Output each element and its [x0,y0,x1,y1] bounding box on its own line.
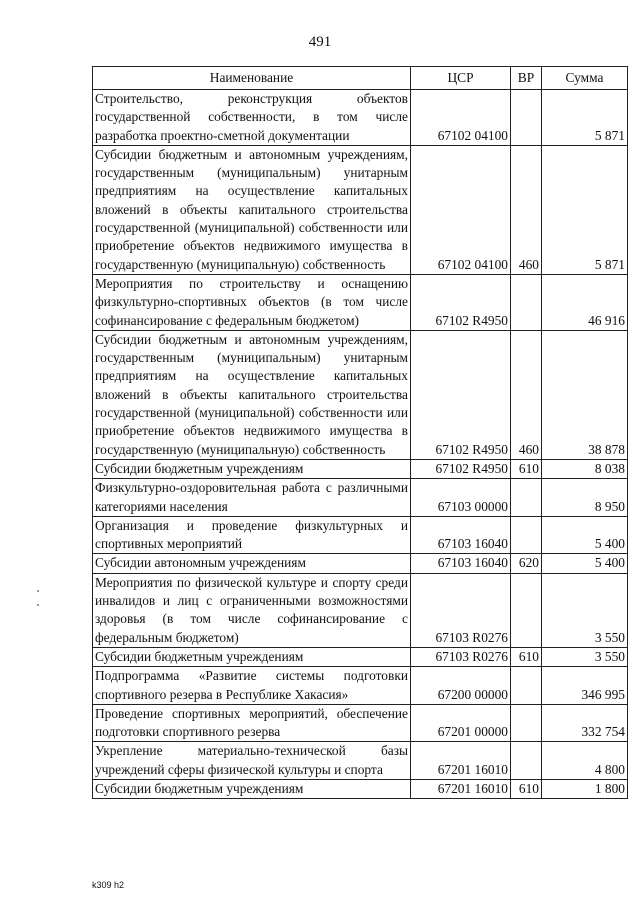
table-row [93,459,628,478]
cell-name: Подпрограмма «Развитие системы подготовки спортивного резерва в Республике Хакасия» [93,667,411,705]
cell-csr: 67200 00000 [411,667,511,705]
cell-sum: 5 871 [542,90,628,146]
cell-sum: 346 995 [542,667,628,705]
cell-name: Укрепление материально-технической базы учреждений сферы физической культуры и спорта [93,742,411,780]
cell-name: Субсидии бюджетным и автономным учреждениям, государственным (муниципальным) унитарным предприятиям на осуществление капитальных вложений в объекты капитального строительства государственной (муниципальной) собственности или приобретение объектов недвижимого имущества в государственную (муниципальную) собственность [93,145,411,274]
cell-name: Субсидии бюджетным учреждениям [93,779,411,798]
cell-vr: 460 [511,330,542,459]
cell-csr: 67102 R4950 [411,274,511,330]
cell-sum: 38 878 [542,330,628,459]
table-row [93,274,628,330]
header-csr: ЦСР [411,67,511,90]
page-number: 491 [308,34,332,50]
cell-name: Мероприятия по физической культуре и спорту среди инвалидов и лиц с ограниченными возможностями здоровья (в том числе софинансирование с федеральным бюджетом) [93,573,411,647]
header-name: Наименование [93,67,411,90]
cell-vr [511,667,542,705]
cell-vr [511,742,542,780]
cell-csr: 67103 R0276 [411,573,511,647]
table-row [93,145,628,274]
footer-code: k309 h2 [92,880,125,890]
table-row [93,779,628,798]
table-row [93,554,628,573]
cell-vr [511,573,542,647]
cell-csr: 67103 16040 [411,516,511,554]
cell-name: Субсидии бюджетным учреждениям [93,459,411,478]
cell-name: Субсидии бюджетным учреждениям [93,647,411,666]
cell-sum: 1 800 [542,779,628,798]
cell-sum: 5 871 [542,145,628,274]
cell-vr [511,516,542,554]
table-row [93,667,628,705]
cell-vr [511,479,542,517]
cell-name: Организация и проведение физкультурных и спортивных мероприятий [93,516,411,554]
cell-name: Субсидии бюджетным и автономным учреждениям, государственным (муниципальным) унитарным предприятиям на осуществление капитальных вложений в объекты капитального строительства государственной (муниципальной) собственности или приобретение объектов недвижимого имущества в государственную (муниципальную) собственность [93,330,411,459]
cell-csr: 67201 16010 [411,779,511,798]
cell-sum: 5 400 [542,554,628,573]
table-body [93,90,628,799]
table-row [93,647,628,666]
cell-name: Строительство, реконструкция объектов государственной собственности, в том числе разработка проектно-сметной документации [93,90,411,146]
table-header-row [93,67,628,90]
header-vr: ВР [511,67,542,90]
cell-sum: 332 754 [542,704,628,742]
margin-mark [37,590,39,592]
cell-sum: 46 916 [542,274,628,330]
cell-sum: 8 950 [542,479,628,517]
cell-name: Физкультурно-оздоровительная работа с различными категориями населения [93,479,411,517]
cell-vr: 610 [511,647,542,666]
cell-csr: 67102 04100 [411,145,511,274]
cell-csr: 67102 R4950 [411,330,511,459]
cell-sum: 3 550 [542,647,628,666]
cell-sum: 5 400 [542,516,628,554]
cell-sum: 8 038 [542,459,628,478]
table-row [93,573,628,647]
table-row [93,90,628,146]
cell-sum: 3 550 [542,573,628,647]
cell-csr: 67102 04100 [411,90,511,146]
cell-name: Проведение спортивных мероприятий, обеспечение подготовки спортивного резерва [93,704,411,742]
cell-vr: 610 [511,779,542,798]
cell-vr: 610 [511,459,542,478]
cell-name: Субсидии автономным учреждениям [93,554,411,573]
cell-csr: 67201 16010 [411,742,511,780]
table-row [93,330,628,459]
cell-vr [511,274,542,330]
cell-name: Мероприятия по строительству и оснащению физкультурно-спортивных объектов (в том числе софинансирование с федеральным бюджетом) [93,274,411,330]
cell-csr: 67103 16040 [411,554,511,573]
cell-sum: 4 800 [542,742,628,780]
table-row [93,516,628,554]
cell-csr: 67201 00000 [411,704,511,742]
header-sum: Сумма [542,67,628,90]
cell-csr: 67103 00000 [411,479,511,517]
cell-csr: 67102 R4950 [411,459,511,478]
table-row [93,742,628,780]
budget-table [92,66,628,799]
cell-vr [511,90,542,146]
cell-vr: 620 [511,554,542,573]
margin-mark [37,604,39,606]
cell-csr: 67103 R0276 [411,647,511,666]
table-row [93,704,628,742]
cell-vr: 460 [511,145,542,274]
cell-vr [511,704,542,742]
table-row [93,479,628,517]
